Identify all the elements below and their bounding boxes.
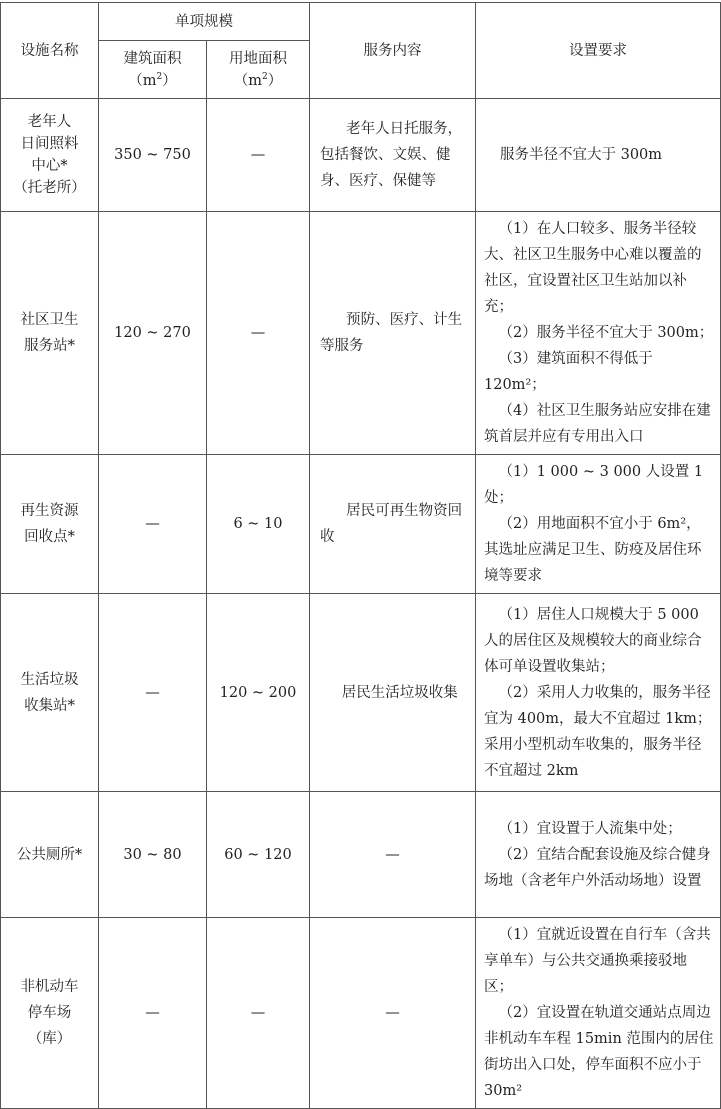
facility-name-cell: 公共厕所* [1,792,99,918]
land-area-cell: — [207,918,310,1109]
header-land-area-label: 用地面积 [229,50,287,67]
service-cell: — [310,918,476,1109]
facility-name-cell: 社区卫生 服务站* [1,212,99,455]
building-area-cell: — [99,918,207,1109]
header-building-area [99,41,207,99]
header-scale-group: 单项规模 [99,3,310,41]
facility-name-cell: 生活垃圾 收集站* [1,594,99,792]
service-cell: 预防、医疗、计生等服务 [310,212,476,455]
header-land-area [207,41,310,99]
requirements-cell: （1）宜就近设置在自行车（含共享单车）与公共交通换乘接驳地区； （2）宜设置在轨道交通站点周边非机动车车程 15min 范围内的居住街坊出入口处，停车面积不应小于 30m² [476,918,721,1109]
header-building-area-unit: $(m^2)$ [128,71,177,89]
building-area-cell: 350 ~ 750 [99,99,207,212]
building-area-cell: 120 ~ 270 [99,212,207,455]
requirements-cell: （1）宜设置于人流集中处； （2）宜结合配套设施及综合健身场地（含老年户外活动场地）设置 [476,792,721,918]
service-cell: 老年人日托服务，包括餐饮、文娱、健身、医疗、保健等 [310,99,476,212]
header-service: 服务内容 [310,3,476,99]
header-requirements: 设置要求 [476,3,721,99]
header-building-area-label: 建筑面积 [123,50,182,67]
table-row [1,918,721,1109]
land-area-cell: 6 ~ 10 [207,455,310,594]
service-cell: — [310,792,476,918]
table-row [1,455,721,594]
requirements-cell: （1）1 000 ~ 3 000 人设置 1 处； （2）用地面积不宜小于 6m²，其选址应满足卫生、防疫及居住环境等要求 [476,455,721,594]
building-area-cell: — [99,455,207,594]
table-row [1,212,721,455]
land-area-cell: 120 ~ 200 [207,594,310,792]
land-area-cell: — [207,212,310,455]
facility-name-cell: 再生资源 回收点* [1,455,99,594]
service-cell: 居民可再生物资回收 [310,455,476,594]
land-area-cell: 60 ~ 120 [207,792,310,918]
requirements-cell: 服务半径不宜大于 300m [476,99,721,212]
building-area-cell: 30 ~ 80 [99,792,207,918]
service-cell: 居民生活垃圾收集 [310,594,476,792]
header-row-1 [1,3,721,41]
table-row [1,99,721,212]
facility-name-cell: 老年人 日间照料 中心* （托老所） [1,99,99,212]
table-row [1,792,721,918]
table-row [1,594,721,792]
header-facility-name: 设施名称 [1,3,99,99]
facility-name-cell: 非机动车 停车场 （库） [1,918,99,1109]
header-land-area-unit: $(m^2)$ [233,71,283,89]
requirements-cell: （1）在人口较多、服务半径较大、社区卫生服务中心难以覆盖的社区，宜设置社区卫生站加以补充； （2）服务半径不宜大于 300m； （3）建筑面积不得低于 120m²； （4）社区卫生服务站应安排在建筑首层并应有专用出入口 [476,212,721,455]
land-area-cell: — [207,99,310,212]
facility-table [0,2,721,1109]
building-area-cell: — [99,594,207,792]
requirements-cell: （1）居住人口规模大于 5 000 人的居住区及规模较大的商业综合体可单设置收集站； （2）采用人力收集的，服务半径宜为 400m，最大不宜超过 1km；采用小型机动车收集的，服务半径不宜超过 2km [476,594,721,792]
